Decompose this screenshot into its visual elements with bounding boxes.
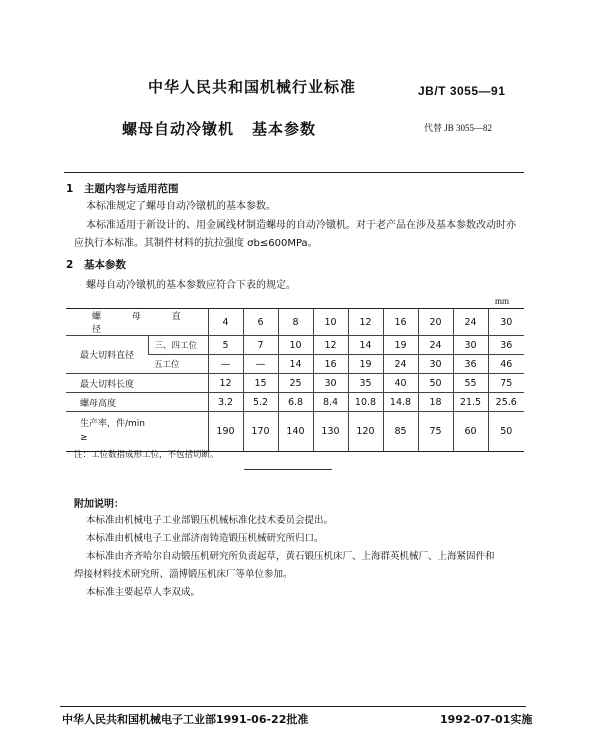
table-cell: 24 bbox=[418, 336, 453, 355]
table-cell: 6 bbox=[243, 309, 278, 336]
table-row-productivity bbox=[66, 412, 524, 452]
table-cell: 6.8 bbox=[278, 393, 313, 412]
approval-date: 中华人民共和国机械电子工业部1991-06-22批准 bbox=[62, 713, 309, 726]
section-1-title: 主题内容与适用范围 bbox=[84, 183, 179, 195]
table-cell: 3.2 bbox=[208, 393, 243, 412]
max-cut-diameter-label: 最大切料直径 bbox=[66, 336, 148, 374]
replaces-standard: 代替 JB 3055—82 bbox=[424, 123, 493, 133]
table-cell: 24 bbox=[453, 309, 488, 336]
productivity-label-cell bbox=[66, 412, 208, 452]
table-cell: 10 bbox=[313, 309, 348, 336]
table-cell: 24 bbox=[383, 355, 418, 374]
table-cell: 18 bbox=[418, 393, 453, 412]
table-cell: 8 bbox=[278, 309, 313, 336]
section-2-title: 基本参数 bbox=[84, 259, 126, 271]
table-note: 注：工位数指成形工位，不包括切断。 bbox=[74, 450, 219, 460]
unit-label: mm bbox=[495, 296, 510, 306]
table-cell: 25 bbox=[278, 374, 313, 393]
parameters-table bbox=[66, 308, 524, 452]
table-row-max-cut-length bbox=[66, 374, 524, 393]
three-four-station-label: 三、四工位 bbox=[148, 336, 208, 355]
table-cell: 190 bbox=[208, 412, 243, 452]
table-cell: 85 bbox=[383, 412, 418, 452]
table-cell: 40 bbox=[383, 374, 418, 393]
additional-line-2: 本标准由机械电子工业部济南铸造锻压机械研究所归口。 bbox=[86, 533, 324, 544]
table-cell: 14.8 bbox=[383, 393, 418, 412]
table-cell: 50 bbox=[418, 374, 453, 393]
table-cell: 170 bbox=[243, 412, 278, 452]
industry-standard-title: 中华人民共和国机械行业标准 bbox=[148, 78, 357, 96]
table-cell: 130 bbox=[313, 412, 348, 452]
table-row-three-four-station bbox=[66, 336, 524, 355]
table-cell: 35 bbox=[348, 374, 383, 393]
table-cell: 16 bbox=[313, 355, 348, 374]
five-station-label: 五工位 bbox=[148, 355, 208, 374]
table-cell: 10.8 bbox=[348, 393, 383, 412]
table-row-nut-height bbox=[66, 393, 524, 412]
table-cell: 140 bbox=[278, 412, 313, 452]
table-cell: 19 bbox=[383, 336, 418, 355]
section-1-para-2: 本标准适用于新设计的、用金属线材制造螺母的自动冷镦机。对于老产品在涉及基本参数改动时亦 bbox=[86, 220, 516, 231]
table-cell: 75 bbox=[418, 412, 453, 452]
section-2-para-1: 螺母自动冷镦机的基本参数应符合下表的规定。 bbox=[86, 280, 296, 291]
table-cell: 120 bbox=[348, 412, 383, 452]
table-cell: 12 bbox=[348, 309, 383, 336]
table-cell: 25.6 bbox=[488, 393, 524, 412]
table-cell: 21.5 bbox=[453, 393, 488, 412]
table-cell: 14 bbox=[278, 355, 313, 374]
table-cell: 4 bbox=[208, 309, 243, 336]
table-cell: 5.2 bbox=[243, 393, 278, 412]
table-cell: 12 bbox=[313, 336, 348, 355]
table-cell: 50 bbox=[488, 412, 524, 452]
document-title-sub: 基本参数 bbox=[252, 120, 317, 138]
standard-number: JB/T 3055—91 bbox=[418, 84, 506, 98]
table-cell: 75 bbox=[488, 374, 524, 393]
additional-line-5: 本标准主要起草人李双成。 bbox=[86, 587, 201, 598]
max-cut-length-label: 最大切料长度 bbox=[66, 374, 208, 393]
table-cell: 15 bbox=[243, 374, 278, 393]
productivity-label: 生产率，件/min bbox=[80, 419, 146, 429]
table-cell: 20 bbox=[418, 309, 453, 336]
section-1-number: 1 bbox=[66, 183, 74, 195]
nut-height-label: 螺母高度 bbox=[66, 393, 208, 412]
effective-date: 1992-07-01实施 bbox=[440, 713, 533, 726]
table-cell: 36 bbox=[488, 336, 524, 355]
table-cell: 16 bbox=[383, 309, 418, 336]
table-cell: 55 bbox=[453, 374, 488, 393]
table-row-nut-diameter bbox=[66, 309, 524, 336]
table-cell: 7 bbox=[243, 336, 278, 355]
section-2-number: 2 bbox=[66, 259, 74, 271]
table-cell: 30 bbox=[418, 355, 453, 374]
footer-rule bbox=[60, 706, 526, 707]
table-cell: 36 bbox=[453, 355, 488, 374]
additional-line-1: 本标准由机械电子工业部锻压机械标准化技术委员会提出。 bbox=[86, 515, 334, 526]
table-cell: 10 bbox=[278, 336, 313, 355]
productivity-min-symbol: ≥ bbox=[80, 433, 88, 443]
header-rule bbox=[64, 172, 524, 173]
additional-line-3: 本标准由齐齐哈尔自动锻压机研究所负责起草，黄石锻压机床厂、上海群英机械厂、上海紧固件和 bbox=[86, 551, 495, 562]
nut-diameter-label: 螺 母 直 径 bbox=[66, 309, 208, 336]
table-cell: — bbox=[208, 355, 243, 374]
table-cell: — bbox=[243, 355, 278, 374]
table-cell: 19 bbox=[348, 355, 383, 374]
document-title-main: 螺母自动冷镦机 bbox=[122, 120, 235, 138]
table-cell: 60 bbox=[453, 412, 488, 452]
additional-notes-title: 附加说明： bbox=[74, 499, 124, 510]
table-cell: 30 bbox=[313, 374, 348, 393]
table-cell: 30 bbox=[488, 309, 524, 336]
separator-rule bbox=[244, 469, 332, 470]
table-cell: 8.4 bbox=[313, 393, 348, 412]
section-2-heading bbox=[66, 257, 126, 272]
document-title bbox=[122, 118, 316, 139]
table-cell: 46 bbox=[488, 355, 524, 374]
table-cell: 12 bbox=[208, 374, 243, 393]
table-cell: 14 bbox=[348, 336, 383, 355]
table-cell: 5 bbox=[208, 336, 243, 355]
section-1-para-3: 应执行本标准。其制件材料的抗拉强度 σb≤600MPa。 bbox=[74, 238, 318, 249]
table-cell: 30 bbox=[453, 336, 488, 355]
additional-line-4: 焊接材料技术研究所、淄博锻压机床厂等单位参加。 bbox=[74, 569, 293, 580]
section-1-heading bbox=[66, 181, 179, 196]
section-1-para-1: 本标准规定了螺母自动冷镦机的基本参数。 bbox=[86, 201, 276, 212]
